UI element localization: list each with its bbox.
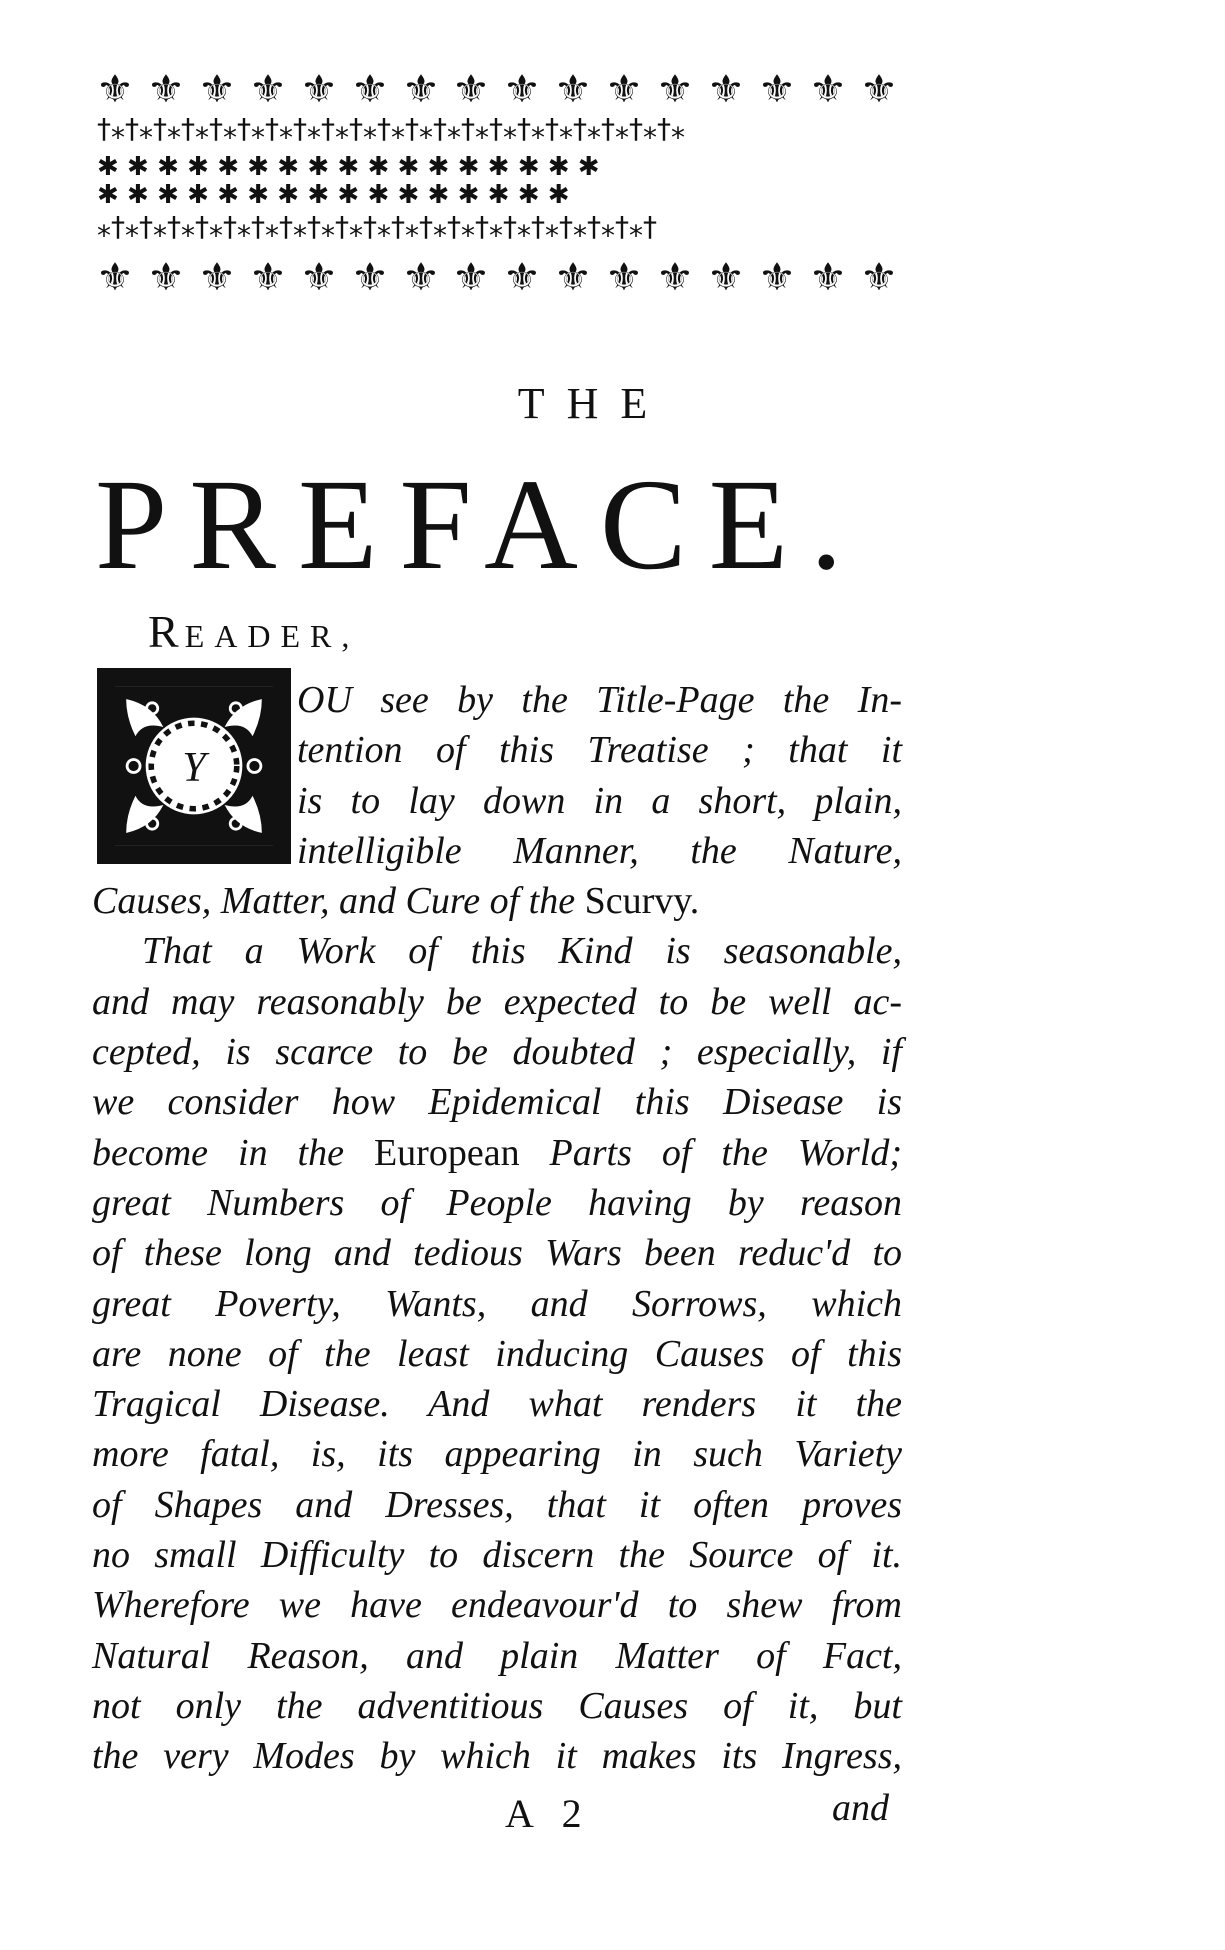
fleur-de-lis-icon: ⚜: [95, 67, 135, 111]
text-line: tention of this Treatise ; that it: [297, 729, 902, 772]
fleur-de-lis-icon: ⚜: [757, 67, 797, 111]
fleur-de-lis-icon: ⚜: [146, 255, 186, 299]
fleur-de-lis-icon: ⚜: [553, 255, 593, 299]
text-line: is to lay down in a short, plain,: [297, 779, 902, 822]
text-line: That a Work of this Kind is seasonable,: [142, 930, 902, 973]
fleur-de-lis-icon: ⚜: [553, 67, 593, 111]
text-line: Wherefore we have endeavour'd to shew from: [92, 1584, 902, 1627]
fleur-de-lis-icon: ⚜: [451, 67, 492, 111]
star-row-2: ✱ ✱ ✱ ✱ ✱ ✱ ✱ ✱ ✱ ✱ ✱ ✱ ✱ ✱ ✱ ✱: [97, 180, 570, 210]
text-line-segment: become in the: [92, 1131, 374, 1174]
reader-rest: EADER,: [184, 618, 360, 654]
fleur-de-lis-icon: ⚜: [757, 255, 797, 299]
text-line: not only the adventitious Causes of it, but: [92, 1684, 902, 1727]
text-line: intelligible Manner, the Nature,: [297, 829, 902, 872]
text-line: the very Modes by which it makes its Ingress,: [92, 1735, 902, 1778]
text-line: great Poverty, Wants, and Sorrows, which: [92, 1282, 902, 1325]
text-line: are none of the least inducing Causes of this: [92, 1332, 902, 1375]
fleur-de-lis-icon: ⚜: [859, 67, 899, 111]
fleur-de-lis-row-bottom: [97, 256, 897, 298]
text-line: cepted, is scarce to be doubted ; especially, if: [92, 1031, 902, 1074]
fleur-de-lis-icon: ⚜: [808, 67, 848, 111]
signature-mark: A 2: [505, 1791, 592, 1836]
fleur-de-lis-icon: ⚜: [299, 67, 339, 111]
fleur-de-lis-icon: ⚜: [197, 255, 237, 299]
text-line: more fatal, is, its appearing in such Variety: [92, 1433, 902, 1476]
text-line: of these long and tedious Wars been reduc'd to: [92, 1232, 902, 1275]
text-line: of Shapes and Dresses, that it often proves: [92, 1483, 902, 1526]
fleur-de-lis-row-top: [97, 68, 897, 110]
fleur-de-lis-icon: ⚜: [350, 255, 390, 299]
initial-letter: Y: [182, 745, 206, 791]
fleur-de-lis-icon: ⚜: [451, 255, 492, 299]
text-line-segment: Causes, Matter, and Cure of the: [92, 880, 585, 923]
european-word: European: [373, 1131, 520, 1174]
ornamental-header-band: [97, 68, 897, 318]
fleur-de-lis-icon: ⚜: [146, 67, 186, 111]
fleur-de-lis-icon: ⚜: [706, 255, 746, 299]
fleur-de-lis-icon: ⚜: [197, 67, 237, 111]
text-line: [92, 876, 902, 926]
reader-first-letter: R: [148, 606, 185, 657]
text-line: we consider how Epidemical this Disease is: [92, 1081, 902, 1124]
fleur-de-lis-icon: ⚜: [859, 255, 899, 299]
fleur-de-lis-icon: ⚜: [502, 67, 542, 111]
fleur-de-lis-icon: ⚜: [655, 255, 695, 299]
text-line: Natural Reason, and plain Matter of Fact,: [92, 1634, 902, 1677]
text-line: OU see by the Title-Page the In-: [297, 679, 902, 721]
fleur-de-lis-icon: ⚜: [299, 255, 339, 299]
scurvy-word: Scurvy.: [584, 880, 700, 923]
fleur-de-lis-icon: ⚜: [248, 255, 288, 299]
heading-the: THE: [517, 379, 670, 428]
catchword: and: [832, 1787, 889, 1829]
fleur-de-lis-icon: ⚜: [248, 67, 288, 111]
fleur-de-lis-icon: ⚜: [808, 255, 848, 299]
fleur-de-lis-icon: ⚜: [706, 67, 746, 111]
cross-star-row-top: †⁎†⁎†⁎†⁎†⁎†⁎†⁎†⁎†⁎†⁎†⁎†⁎†⁎†⁎†⁎†⁎†⁎†⁎†⁎†⁎†⁎: [97, 112, 685, 145]
heading-preface: PREFACE.: [95, 453, 865, 597]
fleur-de-lis-icon: ⚜: [655, 67, 695, 111]
fleur-de-lis-icon: ⚜: [400, 255, 441, 299]
salutation-reader: [148, 605, 359, 658]
fleur-de-lis-icon: ⚜: [502, 255, 542, 299]
text-line-segment: Parts of the World;: [519, 1131, 902, 1174]
preface-body: [92, 675, 902, 1782]
fleur-de-lis-icon: ⚜: [604, 255, 644, 299]
fleur-de-lis-icon: ⚜: [95, 255, 135, 299]
fleur-de-lis-icon: ⚜: [604, 67, 644, 111]
star-row-1: ✱ ✱ ✱ ✱ ✱ ✱ ✱ ✱ ✱ ✱ ✱ ✱ ✱ ✱ ✱ ✱ ✱: [97, 152, 600, 182]
fleur-de-lis-icon: ⚜: [350, 67, 390, 111]
text-line: and may reasonably be expected to be well ac-: [92, 980, 902, 1023]
text-line: Tragical Disease. And what renders it the: [92, 1383, 902, 1426]
fleur-de-lis-icon: ⚜: [400, 67, 441, 111]
cross-star-row-bottom: ⁎†⁎†⁎†⁎†⁎†⁎†⁎†⁎†⁎†⁎†⁎†⁎†⁎†⁎†⁎†⁎†⁎†⁎†⁎†⁎†: [97, 210, 657, 243]
text-line: [92, 1128, 902, 1178]
text-line: great Numbers of People having by reason: [92, 1181, 902, 1224]
text-line: no small Difficulty to discern the Source of it.: [92, 1534, 902, 1577]
